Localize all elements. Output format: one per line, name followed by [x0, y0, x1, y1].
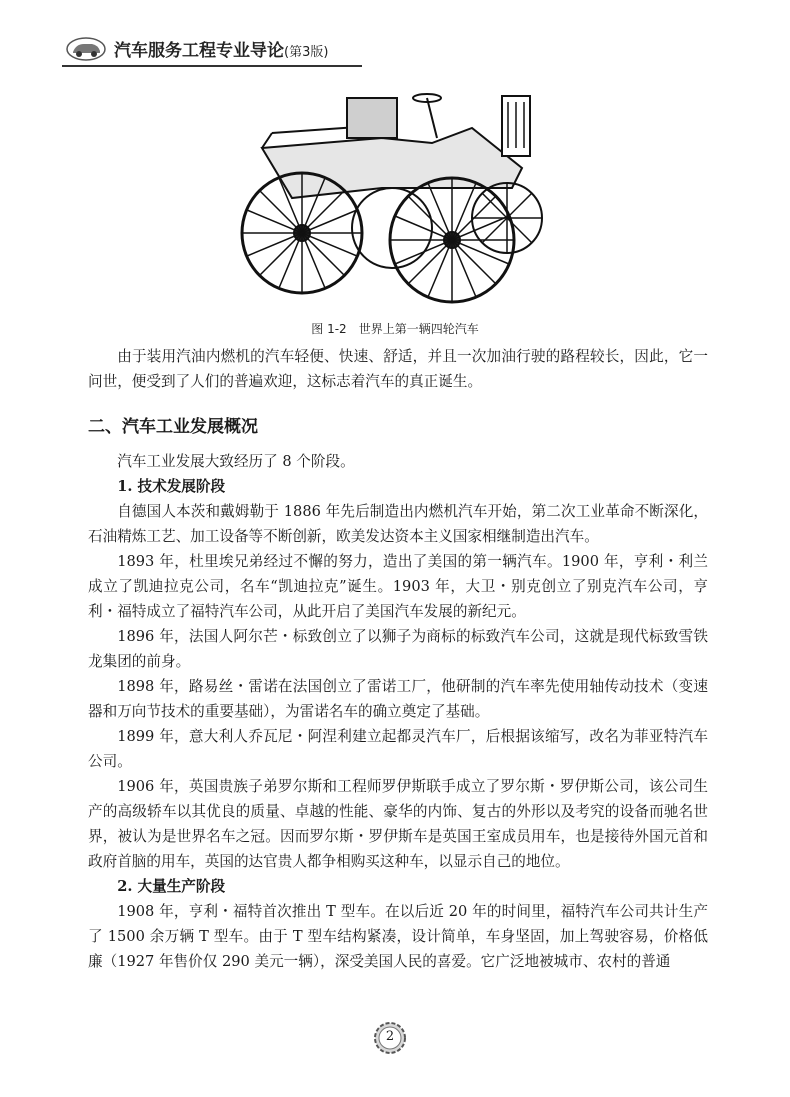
book-edition: (第3版) — [284, 45, 329, 60]
figure-caption: 图 1-2 世界上第一辆四轮汽车 — [311, 322, 479, 336]
paragraph-1898: 1898 年，路易丝・雷诺在法国创立了雷诺工厂，他研制的汽车率先使用轴传动技术（变速器和万向节技术的重要基础），为雷诺名车的确立奠定了基础。 — [88, 678, 708, 720]
subheading-mass-production: 2. 大量生产阶段 — [117, 878, 226, 895]
running-header — [62, 30, 362, 70]
body-text — [88, 449, 708, 974]
paragraph-1896: 1896 年，法国人阿尔芒・标致创立了以狮子为商标的标致汽车公司，这就是现代标致雪铁龙集团的前身。 — [88, 628, 708, 670]
paragraph-1886: 自德国人本茨和戴姆勒于 1886 年先后制造出内燃机汽车开始，第二次工业革命不断深化，石油精炼工艺、加工设备等不断创新，欧美发达资本主义国家相继制造出汽车。 — [88, 503, 708, 545]
page-number: 2 — [385, 1029, 395, 1044]
header-rule — [62, 65, 362, 67]
paragraph-1906: 1906 年，英国贵族子弟罗尔斯和工程师罗伊斯联手成立了罗尔斯・罗伊斯公司，该公司生产的高级轿车以其优良的质量、卓越的性能、豪华的内饰、复古的外形以及考究的设备而驰名世界，被认为是世界名车之冠。因而罗尔斯・罗伊斯车是英国王室成员用车，也是接待外国元首和政府首脑的用车，英国的达官贵人都争相购买这种车，以显示自己的地位。 — [88, 778, 708, 870]
section-heading: 二、汽车工业发展概况 — [88, 417, 258, 437]
page-number-badge — [372, 1020, 408, 1056]
intro-block — [88, 344, 708, 394]
book-title-text: 汽车服务工程专业导论 — [114, 41, 284, 61]
subheading-tech-development: 1. 技术发展阶段 — [117, 478, 226, 495]
first-four-wheel-car-illustration — [232, 88, 552, 308]
car-logo-icon — [66, 36, 106, 62]
book-title — [114, 36, 328, 61]
paragraph-1908: 1908 年，亨利・福特首次推出 T 型车。在以后近 20 年的时间里，福特汽车公司共计生产了 1500 余万辆 T 型车。由于 T 型车结构紧凑，设计简单，车身坚固，加上驾驶容易，价格低廉（1927 年售价仅 290 美元一辆），深受美国人民的喜爱。它广泛地被城市、农村的普通 — [88, 903, 708, 970]
paragraph-1893: 1893 年，杜里埃兄弟经过不懈的努力，造出了美国的第一辆汽车。1900 年，亨利・利兰成立了凯迪拉克公司，名车“凯迪拉克”诞生。1903 年，大卫・别克创立了别克汽车公司，亨利・福特成立了福特汽车公司，从此开启了美国汽车发展的新纪元。 — [88, 553, 708, 620]
paragraph-1899: 1899 年，意大利人乔瓦尼・阿涅利建立起都灵汽车厂，后根据该缩写，改名为菲亚特汽车公司。 — [88, 728, 708, 770]
intro-paragraph: 由于装用汽油内燃机的汽车轻便、快速、舒适，并且一次加油行驶的路程较长，因此，它一问世，便受到了人们的普遍欢迎，这标志着汽车的真正诞生。 — [88, 348, 708, 390]
section-intro-paragraph: 汽车工业发展大致经历了 8 个阶段。 — [117, 453, 355, 470]
